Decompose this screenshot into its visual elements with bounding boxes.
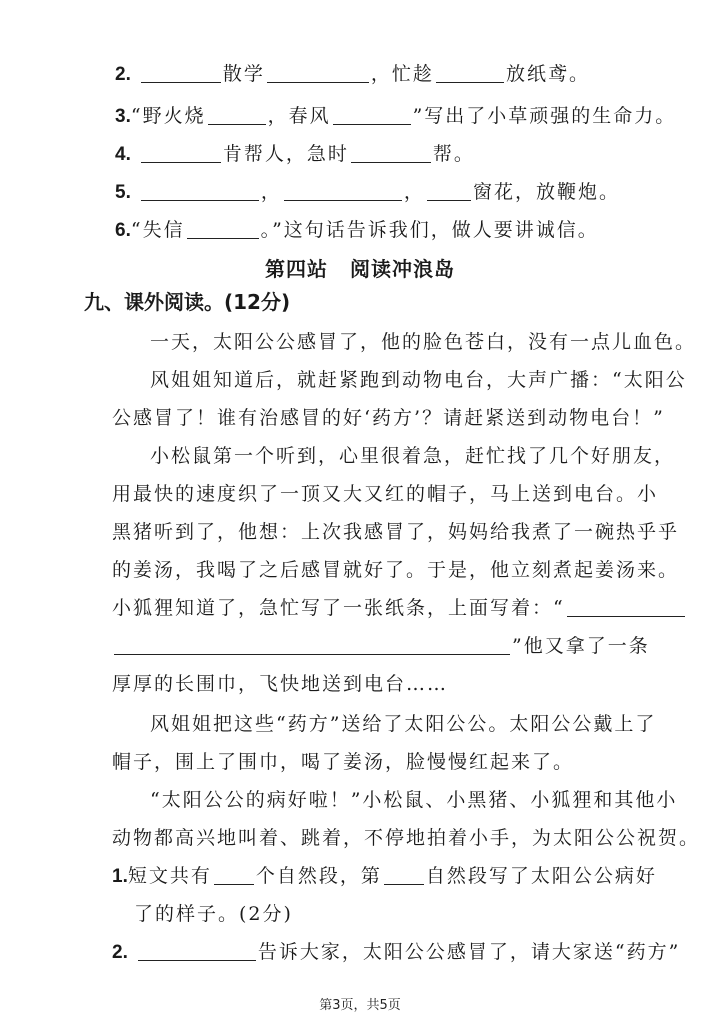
sub-question-1: 1.短文共有 个自然段，第 自然段写了太阳公公病好	[112, 865, 657, 887]
answer-blank[interactable]	[114, 634, 510, 655]
answer-blank[interactable]	[351, 142, 431, 163]
sub-question-1-cont: 了的样子。(2分)	[134, 903, 293, 925]
answer-blank[interactable]	[436, 62, 504, 83]
fill-question-3: 3.“野火烧 ，春风 ”写出了小草顽强的生命力。	[115, 105, 677, 127]
section-title: 第四站 阅读冲浪岛	[265, 257, 455, 281]
answer-blank[interactable]	[208, 104, 266, 125]
answer-blank[interactable]	[141, 142, 221, 163]
fill-question-4: 4. 肯帮人，急时 帮。	[115, 143, 475, 165]
answer-blank[interactable]	[138, 940, 256, 961]
sub-question-2: 2. 告诉大家，太阳公公感冒了，请大家送“药方”	[112, 941, 681, 963]
passage-line: “太阳公公的病好啦！”小松鼠、小黑猪、小狐狸和其他小	[150, 789, 678, 811]
passage-line: 风姐姐知道后，就赶紧跑到动物电台，大声广播：“太阳公	[150, 369, 687, 391]
answer-blank[interactable]	[267, 62, 369, 83]
answer-blank[interactable]	[141, 62, 221, 83]
passage-line: 的姜汤，我喝了之后感冒就好了。于是，他立刻煮起姜汤来。	[112, 559, 680, 581]
answer-blank[interactable]	[284, 180, 402, 201]
passage-line: 一天，太阳公公感冒了，他的脸色苍白，没有一点儿血色。	[150, 331, 697, 353]
passage-line: 风姐姐把这些“药方”送给了太阳公公。太阳公公戴上了	[150, 713, 657, 735]
answer-blank[interactable]	[187, 218, 259, 239]
passage-line: 黑猪听到了，他想：上次我感冒了，妈妈给我煮了一碗热乎乎	[112, 521, 680, 543]
passage-line: ”他又拿了一条	[112, 632, 650, 660]
answer-blank[interactable]	[214, 864, 254, 885]
answer-blank[interactable]	[427, 180, 471, 201]
passage-line: 帽子，围上了围巾，喝了姜汤，脸慢慢红起来了。	[112, 751, 575, 773]
answer-blank[interactable]	[567, 596, 685, 617]
fill-question-5: 5. ， ， 窗花，放鞭炮。	[115, 181, 620, 203]
fill-question-2: 2. 散学 ，忙趁 放纸鸢。	[115, 63, 590, 85]
passage-line: 小松鼠第一个听到，心里很着急，赶忙找了几个好朋友，	[150, 445, 676, 467]
passage-line: 公感冒了！谁有治感冒的好‘药方’？请赶紧送到动物电台！”	[112, 407, 665, 429]
passage-line: 动物都高兴地叫着、跳着，不停地拍着小手，为太阳公公祝贺。	[112, 827, 701, 849]
fill-question-6: 6.“失信 。”这句话告诉我们，做人要讲诚信。	[115, 219, 599, 241]
passage-line: 小狐狸知道了，急忙写了一张纸条，上面写着：“	[112, 594, 687, 622]
passage-line: 厚厚的长围巾，飞快地送到电台……	[112, 673, 449, 695]
answer-blank[interactable]	[141, 180, 259, 201]
answer-blank[interactable]	[384, 864, 424, 885]
passage-line: 用最快的速度织了一顶又大又红的帽子，马上送到电台。小	[112, 483, 659, 505]
question-heading: 九、课外阅读。(12分)	[84, 290, 291, 314]
page-number: 第3页，共5页	[319, 998, 401, 1013]
answer-blank[interactable]	[333, 104, 411, 125]
